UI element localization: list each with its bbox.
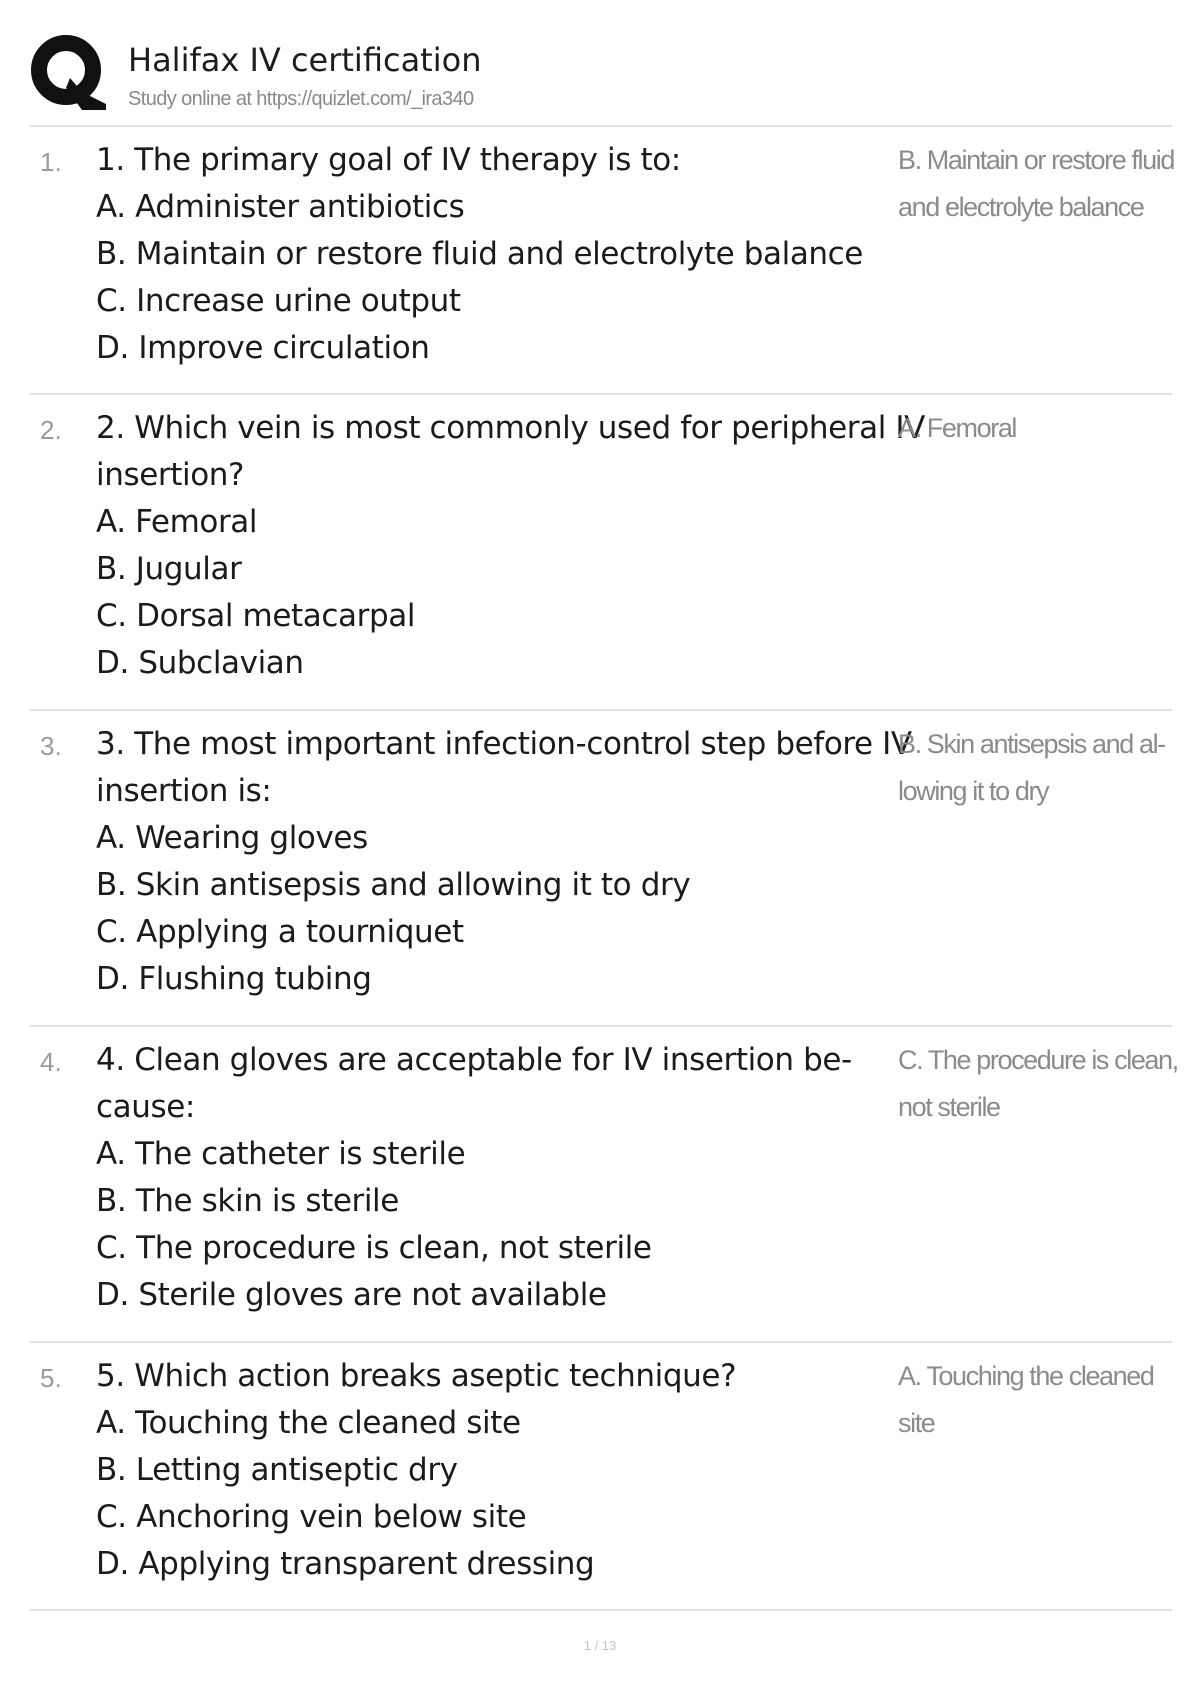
set-title[interactable]: Halifax IV certification xyxy=(128,41,482,79)
flashcard-row xyxy=(30,395,1172,711)
question-line: D. Flushing tubing xyxy=(96,961,372,997)
question-line: A. The catheter is sterile xyxy=(96,1136,466,1172)
answer-line: not sterile xyxy=(898,1092,1000,1122)
question-line: A. Administer antibiotics xyxy=(96,189,465,225)
question-line: 4. Clean gloves are acceptable for IV insertion be- xyxy=(96,1042,852,1078)
question-line: insertion is: xyxy=(96,773,272,809)
question-line: B. Letting antiseptic dry xyxy=(96,1452,458,1488)
flashcard-page xyxy=(30,30,1178,1611)
question-line: C. Increase urine output xyxy=(96,283,461,319)
question-line: C. Applying a tourniquet xyxy=(96,914,464,950)
flashcard-row xyxy=(30,1343,1172,1611)
question-line: B. Skin antisepsis and allowing it to dry xyxy=(96,867,691,903)
page-indicator: 1 / 13 xyxy=(583,1638,617,1653)
question-line: B. Jugular xyxy=(96,551,242,587)
answer-line: lowing it to dry xyxy=(898,776,1049,806)
question-line: B. Maintain or restore fluid and electrolyte balance xyxy=(96,236,863,272)
answer-line: B. Skin antisepsis and al- xyxy=(898,729,1165,759)
question-line: 2. Which vein is most commonly used for peripheral IV xyxy=(96,410,925,446)
card-answer xyxy=(898,405,1168,452)
card-answer xyxy=(898,1037,1178,1131)
question-line: D. Improve circulation xyxy=(96,330,430,366)
card-question xyxy=(96,405,925,687)
question-line: cause: xyxy=(96,1089,195,1125)
card-number: 5. xyxy=(40,1363,62,1393)
card-number: 3. xyxy=(40,731,62,761)
card-number: 2. xyxy=(40,415,62,445)
flashcard-row xyxy=(30,711,1172,1027)
set-header xyxy=(30,30,1172,127)
quizlet-q-logo-icon xyxy=(30,34,106,110)
answer-line: C. The procedure is clean, xyxy=(898,1045,1178,1075)
question-line: 5. Which action breaks aseptic technique? xyxy=(96,1358,737,1394)
question-line: C. The procedure is clean, not sterile xyxy=(96,1230,652,1266)
question-line: D. Subclavian xyxy=(96,645,304,681)
answer-line: A. Femoral xyxy=(898,413,1017,443)
card-question xyxy=(96,137,863,372)
answer-line: A. Touching the cleaned xyxy=(898,1361,1154,1391)
study-online-link[interactable]: Study online at https://quizlet.com/_ira340 xyxy=(128,88,474,110)
card-number: 1. xyxy=(40,147,62,177)
question-line: A. Femoral xyxy=(96,504,258,540)
answer-line: and electrolyte balance xyxy=(898,192,1144,222)
question-line: 3. The most important infection-control step before IV xyxy=(96,726,912,762)
question-line: D. Sterile gloves are not available xyxy=(96,1277,607,1313)
card-question xyxy=(96,721,912,1003)
flashcard-row xyxy=(30,1027,1178,1343)
question-line: C. Dorsal metacarpal xyxy=(96,598,416,634)
question-line: 1. The primary goal of IV therapy is to: xyxy=(96,142,681,178)
flashcard-row xyxy=(30,127,1172,395)
question-line: B. The skin is sterile xyxy=(96,1183,399,1219)
answer-line: site xyxy=(898,1408,935,1438)
card-question xyxy=(96,1037,852,1319)
question-line: D. Applying transparent dressing xyxy=(96,1546,595,1582)
question-line: A. Touching the cleaned site xyxy=(96,1405,521,1441)
question-line: insertion? xyxy=(96,457,245,493)
question-line: C. Anchoring vein below site xyxy=(96,1499,527,1535)
card-answer xyxy=(898,721,1168,815)
card-question xyxy=(96,1353,846,1588)
question-line: A. Wearing gloves xyxy=(96,820,368,856)
card-number: 4. xyxy=(40,1047,62,1077)
card-answer xyxy=(898,137,1174,231)
answer-line: B. Maintain or restore fluid xyxy=(898,145,1174,175)
card-answer xyxy=(898,1353,1168,1447)
